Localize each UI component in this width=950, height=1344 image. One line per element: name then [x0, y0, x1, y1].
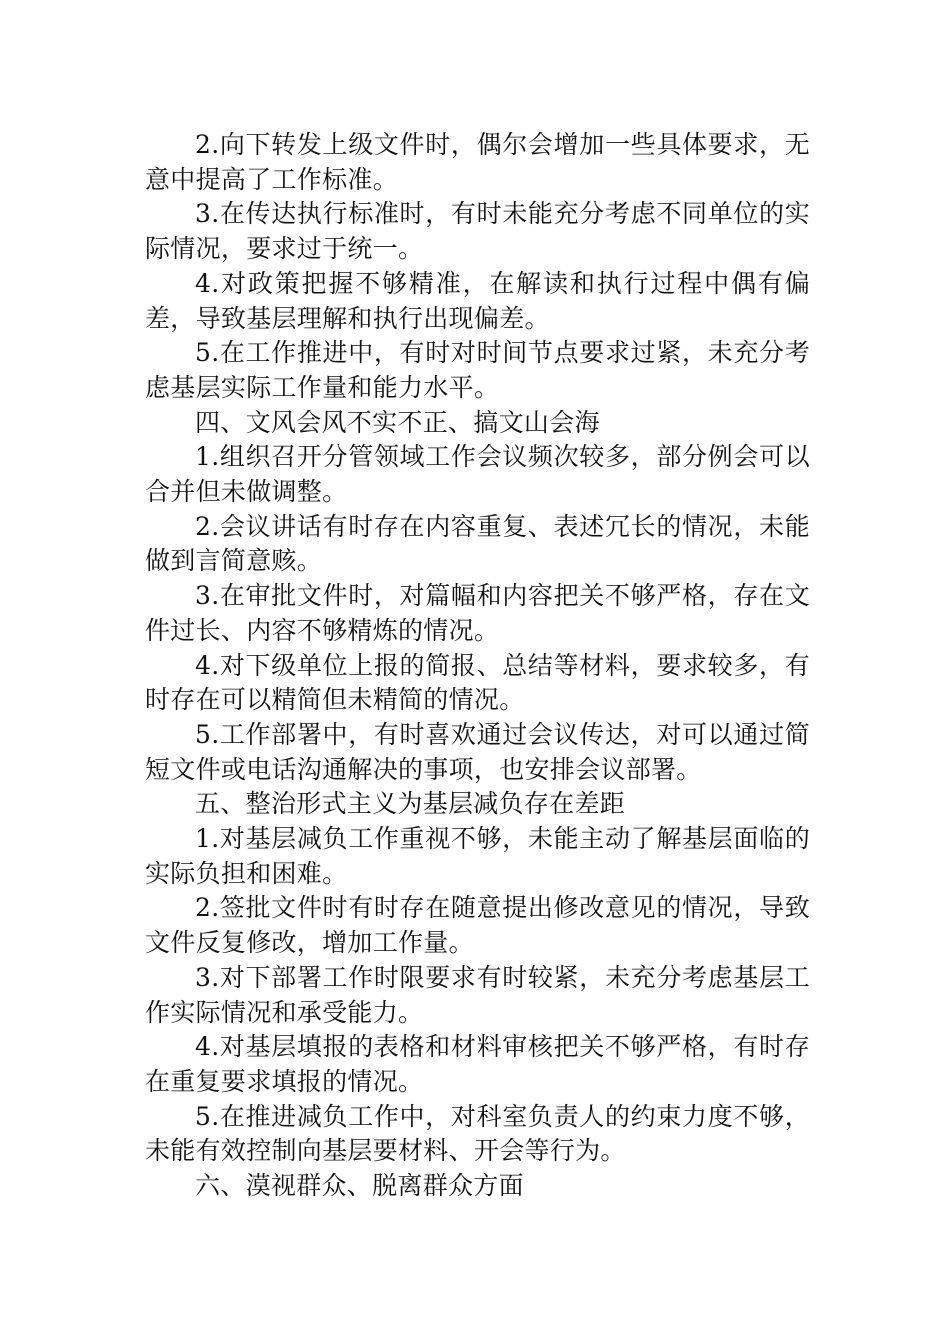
paragraph-item: 5.在工作推进中，有时对时间节点要求过紧，未充分考虑基层实际工作量和能力水平。	[145, 338, 810, 402]
paragraph-item: 1.组织召开分管领域工作会议频次较多，部分例会可以合并但未做调整。	[145, 442, 810, 507]
paragraph-item: 4.对基层填报的表格和材料审核把关不够严格，有时存在重复要求填报的情况。	[145, 1032, 810, 1096]
section-heading: 六、漠视群众、脱离群众方面	[195, 1171, 524, 1201]
document-body	[145, 128, 810, 1204]
section-heading: 五、整治形式主义为基层减负存在差距	[195, 789, 626, 819]
paragraph-item: 4.对政策把握不够精准，在解读和执行过程中偶有偏差，导致基层理解和执行出现偏差。	[145, 268, 810, 333]
paragraph-item: 2.签批文件时有时存在随意提出修改意见的情况，导致文件反复修改，增加工作量。	[145, 893, 810, 958]
paragraph-item: 2.会议讲话有时存在内容重复、表述冗长的情况，未能做到言简意赅。	[145, 511, 810, 576]
paragraph-item: 3.对下部署工作时限要求有时较紧，未充分考虑基层工作实际情况和承受能力。	[145, 962, 810, 1027]
section-heading: 四、文风会风不实不正、搞文山会海	[195, 407, 600, 437]
paragraph-item: 4.对下级单位上报的简报、总结等材料，要求较多，有时存在可以精简但未精简的情况。	[145, 650, 810, 715]
paragraph-item: 3.在传达执行标准时，有时未能充分考虑不同单位的实际情况，要求过于统一。	[145, 199, 810, 264]
paragraph-item: 2.向下转发上级文件时，偶尔会增加一些具体要求，无意中提高了工作标准。	[145, 130, 810, 194]
paragraph-item: 5.在推进减负工作中，对科室负责人的约束力度不够，未能有效控制向基层要材料、开会等行为。	[145, 1101, 810, 1166]
paragraph-item: 5.工作部署中，有时喜欢通过会议传达，对可以通过简短文件或电话沟通解决的事项，也安排会议部署。	[145, 719, 810, 784]
paragraph-item: 1.对基层减负工作重视不够，未能主动了解基层面临的实际负担和困难。	[145, 824, 810, 888]
paragraph-item: 3.在审批文件时，对篇幅和内容把关不够严格，存在文件过长、内容不够精炼的情况。	[145, 581, 810, 645]
